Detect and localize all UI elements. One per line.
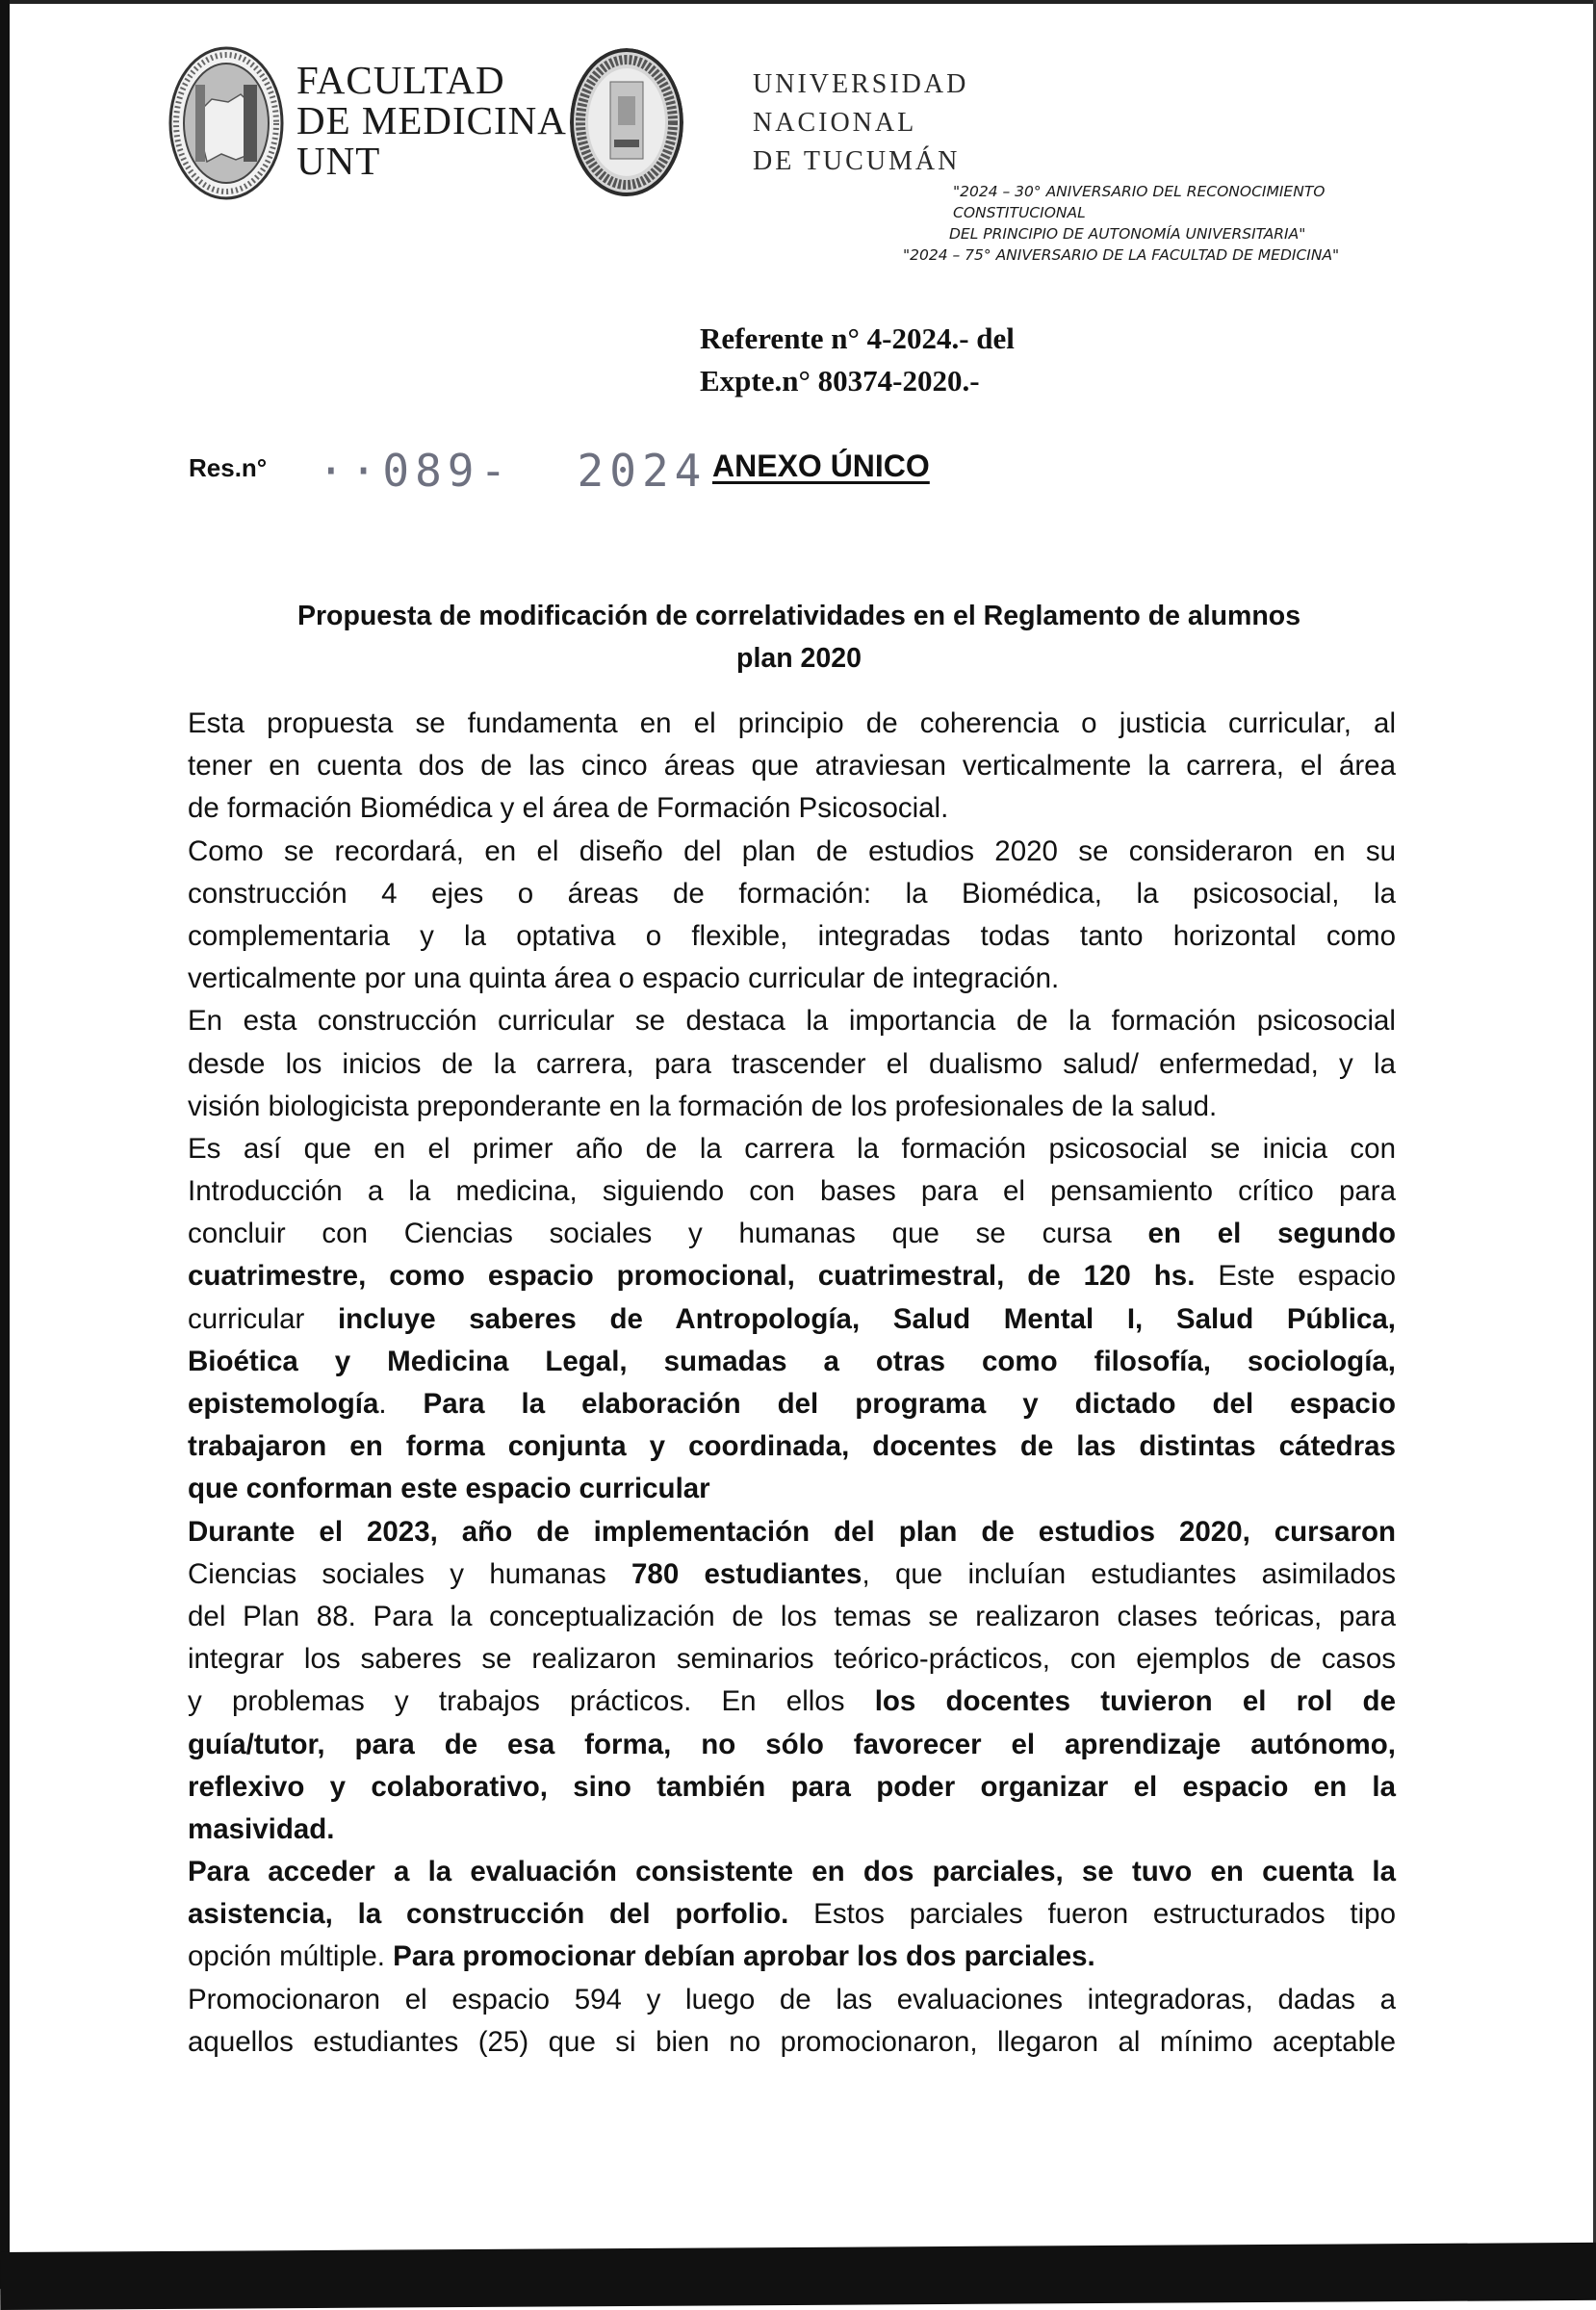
text-run: opción múltiple.	[188, 1940, 394, 1973]
text-run: Como se recordará, en el diseño del plan de estudios 2020 se consideraron en su	[188, 834, 1396, 867]
text-run: desde los inicios de la carrera, para trascender el dualismo salud/ enfermedad, y la	[188, 1047, 1396, 1080]
body-line	[188, 787, 1396, 830]
bold-text-run: Para acceder a la evaluación consistente en dos parciales, se tuvo en cuenta la	[188, 1856, 1396, 1888]
bold-text-run: trabajaron en forma conjunta y coordinada, docentes de las distintas cátedras	[188, 1430, 1396, 1463]
text-run: , que incluían estudiantes asimilados	[862, 1557, 1396, 1590]
body-line	[188, 1298, 1396, 1341]
body-line	[188, 745, 1396, 787]
text-run: Ciencias sociales y humanas	[188, 1557, 631, 1590]
text-run: construcción 4 ejes o áreas de formación: la Biomédica, la psicosocial, la	[188, 877, 1396, 910]
body-line	[188, 2021, 1396, 2064]
body-line	[188, 831, 1396, 873]
body-line	[188, 1596, 1396, 1638]
body-line	[188, 1851, 1396, 1893]
text-run: visión biologicista preponderante en la formación de los profesionales de la salud.	[188, 1090, 1218, 1122]
body-line	[188, 1086, 1396, 1128]
scan-border-left	[0, 0, 10, 2289]
bold-text-run: reflexivo y colaborativo, sino también para poder organizar el espacio en la	[188, 1770, 1396, 1803]
text-run: .	[378, 1388, 424, 1420]
body-line	[188, 1425, 1396, 1468]
faculty-name: FACULTAD DE MEDICINA UNT	[296, 58, 567, 183]
body-line	[188, 873, 1396, 915]
text-run: y problemas y trabajos prácticos. En ellos	[188, 1685, 875, 1718]
bold-text-run: los docentes tuvieron el rol de	[874, 1685, 1396, 1718]
resolution-label: Res.n°	[189, 453, 268, 482]
referente-number: Referente n° 4-2024.- del	[700, 321, 1015, 355]
faculty-seal-icon	[168, 46, 284, 200]
body-line	[188, 1213, 1396, 1255]
text-run: de formación Biomédica y el área de Formación Psicosocial.	[188, 792, 949, 825]
text-run: En esta construcción curricular se destaca la importancia de la formación psicosocial	[188, 1005, 1396, 1038]
bold-text-run: en el segundo	[1147, 1218, 1396, 1250]
bold-text-run: Para promocionar debían aprobar los dos parciales.	[393, 1940, 1095, 1973]
bold-text-run: Durante el 2023, año de implementación del plan de estudios 2020, cursaron	[188, 1515, 1396, 1548]
text-run: concluir con Ciencias sociales y humanas que se cursa	[188, 1218, 1148, 1250]
bold-text-run: guía/tutor, para de esa forma, no sólo favorecer el aprendizaje autónomo,	[188, 1728, 1396, 1760]
body-line	[188, 1255, 1396, 1297]
text-run: Esta propuesta se fundamenta en el principio de coherencia o justicia curricular, al	[188, 707, 1396, 739]
body-line	[188, 703, 1396, 745]
text-run: integrar los saberes se realizaron seminarios teórico-prácticos, con ejemplos de casos	[188, 1643, 1396, 1676]
body-line	[188, 1341, 1396, 1383]
body-line	[188, 1809, 1396, 1851]
body-line	[188, 1383, 1396, 1425]
bold-text-run: 780 estudiantes	[631, 1557, 862, 1590]
bold-text-run: masividad.	[188, 1812, 335, 1845]
body-line	[188, 915, 1396, 958]
body-line	[188, 1128, 1396, 1170]
bold-text-run: cuatrimestre, como espacio promocional, cuatrimestral, de 120 hs.	[188, 1260, 1196, 1293]
body-line	[188, 1766, 1396, 1809]
document-body	[188, 703, 1396, 2064]
body-line	[188, 958, 1396, 1000]
text-run: aquellos estudiantes (25) que si bien no promocionaron, llegaron al mínimo aceptable	[188, 2025, 1396, 2058]
bold-text-run: Para la elaboración del programa y dictado del espacio	[423, 1388, 1396, 1420]
scan-border-bottom	[0, 2243, 1596, 2310]
text-run: verticalmente por una quinta área o espacio curricular de integración.	[188, 962, 1060, 995]
resolution-number-stamp: ··089- 2024	[318, 445, 708, 497]
bold-text-run: Bioética y Medicina Legal, sumadas a otras como filosofía, sociología,	[188, 1345, 1396, 1377]
text-run: tener en cuenta dos de las cinco áreas que atraviesan verticalmente la carrera, el área	[188, 750, 1396, 783]
bold-text-run: epistemología	[188, 1388, 379, 1420]
body-line	[188, 1724, 1396, 1766]
body-line	[188, 1893, 1396, 1936]
body-line	[188, 1468, 1396, 1510]
bold-text-run: asistencia, la construcción del porfolio.	[188, 1898, 789, 1931]
body-line	[188, 1979, 1396, 2021]
expediente-number: Expte.n° 80374-2020.-	[700, 364, 980, 398]
text-run: Promocionaron el espacio 594 y luego de las evaluaciones integradoras, dadas a	[188, 1983, 1396, 2015]
body-line	[188, 1000, 1396, 1042]
bold-text-run: que conforman este espacio curricular	[188, 1473, 710, 1505]
body-line	[188, 1511, 1396, 1553]
text-run: Estos parciales fueron estructurados tipo	[788, 1898, 1396, 1931]
text-run: complementaria y la optativa o flexible, integradas todas tanto horizontal como	[188, 919, 1396, 952]
annex-title: ANEXO ÚNICO	[712, 449, 930, 483]
text-run: Este espacio	[1195, 1260, 1396, 1293]
text-run: curricular	[188, 1302, 338, 1335]
body-line	[188, 1638, 1396, 1681]
document-title: Propuesta de modificación de correlatividades en el Reglamento de alumnos plan 2020	[296, 601, 1301, 674]
university-name: UNIVERSIDAD NACIONAL DE TUCUMÁN	[753, 69, 969, 176]
text-run: Introducción a la medicina, siguiendo con bases para el pensamiento crítico para	[188, 1175, 1396, 1208]
university-seal-icon	[570, 48, 683, 197]
bold-text-run: incluye saberes de Antropología, Salud Mental I, Salud Pública,	[337, 1302, 1396, 1335]
reference-block	[700, 318, 1015, 402]
body-line	[188, 1043, 1396, 1086]
body-line	[188, 1553, 1396, 1596]
text-run: Es así que en el primer año de la carrera la formación psicosocial se inicia con	[188, 1132, 1396, 1165]
body-line	[188, 1681, 1396, 1723]
scan-border-top	[0, 0, 1596, 4]
anniversary-motto: "2024 – 30° ANIVERSARIO DEL RECONOCIMIENTO CONSTITUCIONAL DEL PRINCIPIO DE AUTONOMÍA UNIVERSITARIA" "2024 – 75° ANIVERSARIO DE LA FACULTAD DE MEDICINA"	[903, 183, 1340, 264]
text-run: del Plan 88. Para la conceptualización de los temas se realizaron clases teóricas, para	[188, 1600, 1396, 1632]
body-line	[188, 1936, 1396, 1978]
body-line	[188, 1170, 1396, 1213]
